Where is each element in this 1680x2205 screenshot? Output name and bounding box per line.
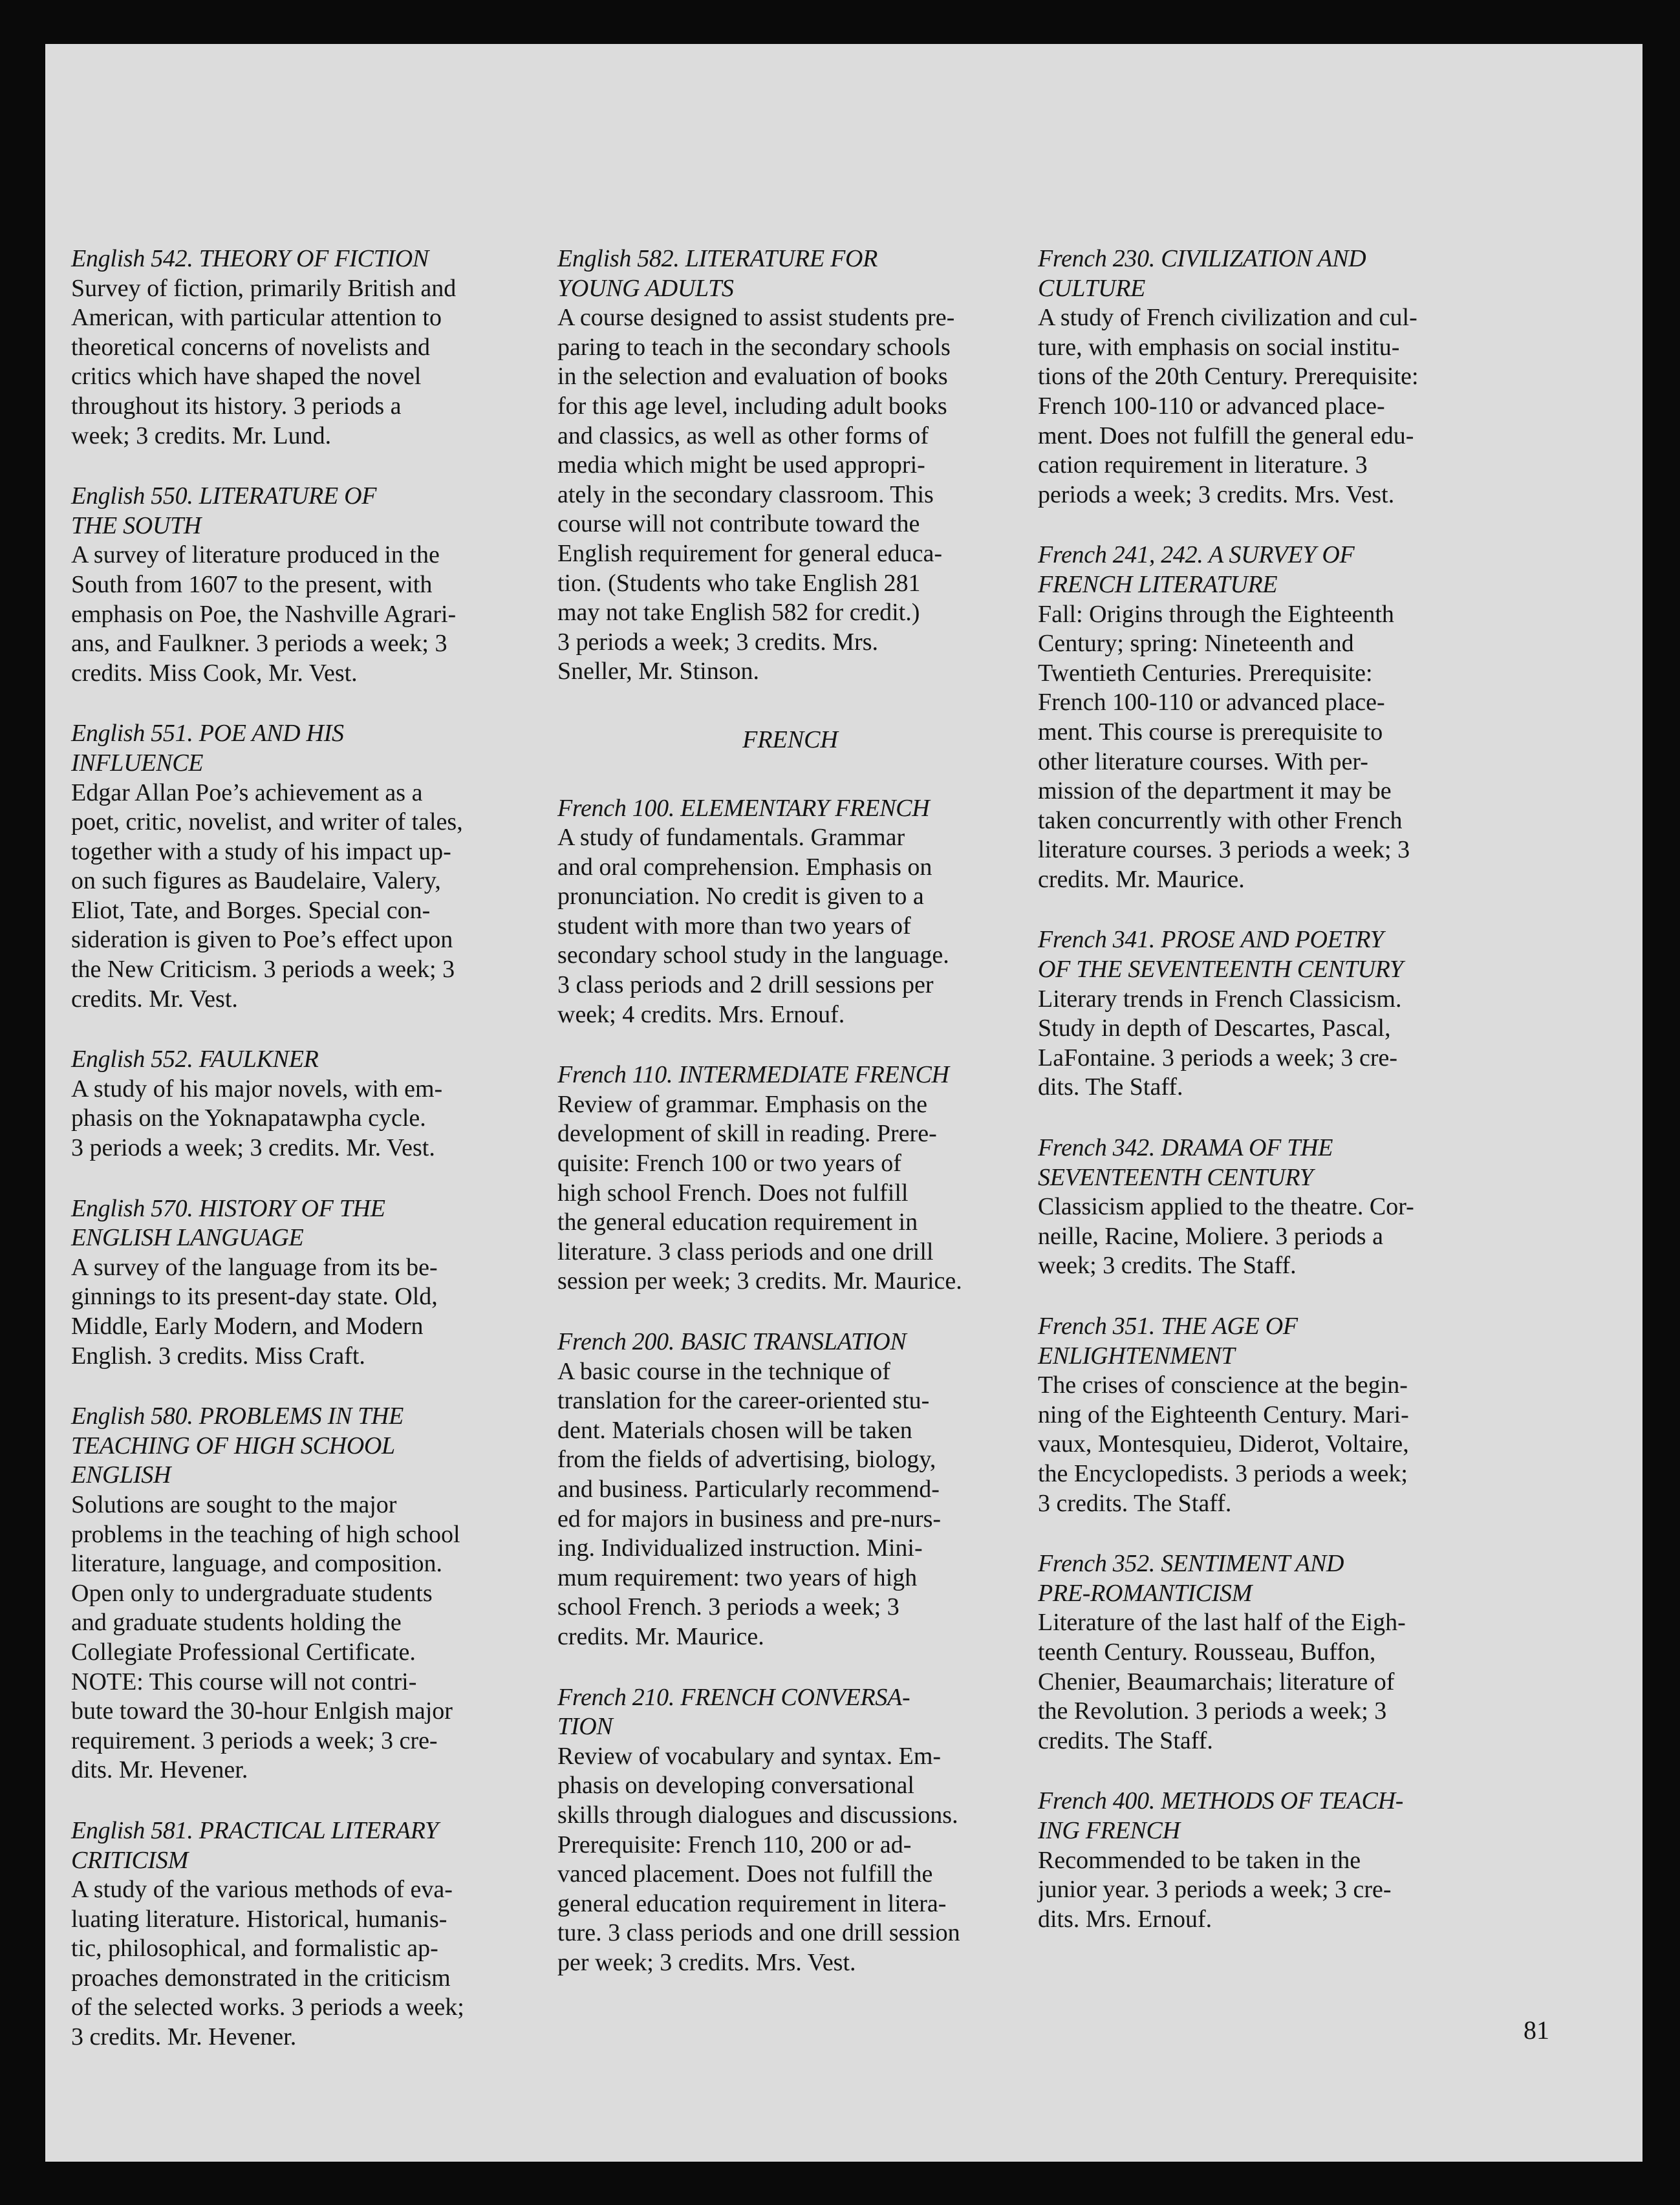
course-title: French 352. SENTIMENT AND PRE-ROMANTICISM (1038, 1550, 1344, 1607)
section-heading-french: FRENCH (742, 726, 838, 753)
course-title: English 550. LITERATURE OF THE SOUTH (71, 482, 377, 539)
course-description: A course designed to assist students pre- paring to teach in the secondary schools in the selection and evaluation of books for this age level, including adult books and classics, as well as other forms of media which might be used appropri- ately in the secondary classroom. This course will not contribute toward the English requirement for general educa- tion. (Students who take English 281 may not take English 582 for credit.) 3 periods a week; 3 credits. Mrs. Sneller, Mr. Stinson. (557, 304, 955, 685)
course-french-110 (557, 1060, 1023, 1296)
course-description: A study of fundamentals. Grammar and oral comprehension. Emphasis on pronunciation. No credit is given to a student with more than two years of secondary school study in the language. 3 class periods and 2 drill sessions per week; 4 credits. Mrs. Ernouf. (557, 824, 949, 1028)
course-description: A study of the various methods of eva- luating literature. Historical, humanis- tic, philosophical, and formalistic ap- proaches demonstrated in the criticism of the selected works. 3 periods a week; 3 credits. Mr. Hevener. (71, 1876, 464, 2051)
course-description: Review of vocabulary and syntax. Em- phasis on developing conversational skills through dialogues and discussions. Prerequisite: French 110, 200 or ad- vanced placement. Does not fulfill the general education requirement in litera- ture. 3 class periods and one drill session per week; 3 credits. Mrs. Vest. (557, 1742, 960, 1976)
course-description: Literature of the last half of the Eigh- teenth Century. Rousseau, Buffon, Chenier, Beaumarchais; literature of the Revolution. 3 periods a week; 3 credits. The Staff. (1038, 1609, 1406, 1754)
course-title: French 110. INTERMEDIATE FRENCH (557, 1061, 949, 1089)
course-description: Fall: Origins through the Eighteenth Century; spring: Nineteenth and Twentieth Centuries. Prerequisite: French 100-110 or advanced place- ment. This course is prerequisite to other literature courses. With per- mission of the department it may be taken concurrently with other French literature courses. 3 periods a week; 3 credits. Mr. Maurice. (1038, 600, 1410, 893)
course-english-550 (71, 482, 537, 688)
column-left (71, 244, 537, 2083)
course-english-552 (71, 1045, 537, 1163)
course-title: French 241, 242. A SURVEY OF FRENCH LITERATURE (1038, 541, 1355, 598)
course-description: A survey of literature produced in the South from 1607 to the present, with emphasis on Poe, the Nashville Agrari- ans, and Faulkner. 3 periods a week; 3 credits. Miss Cook, Mr. Vest. (71, 541, 457, 687)
course-description: Literary trends in French Classicism. Study in depth of Descartes, Pascal, LaFontaine. 3 periods a week; 3 cre- dits. The Staff. (1038, 985, 1402, 1101)
course-english-570 (71, 1194, 537, 1371)
course-title: French 351. THE AGE OF ENLIGHTENMENT (1038, 1313, 1298, 1370)
course-french-200 (557, 1328, 1023, 1652)
course-description: A basic course in the technique of translation for the career-oriented stu- dent. Materials chosen will be taken from the fields of advertising, biology, and business. Particularly recommend- ed for majors in business and pre-nurs- ing. Individualized instruction. Mini- mum requirement: two years of high school French. 3 periods a week; 3 credits. Mr. Maurice. (557, 1357, 942, 1650)
course-description: Review of grammar. Emphasis on the development of skill in reading. Prere- quisite: French 100 or two years of high school French. Does not fulfill the general education requirement in literature. 3 class periods and one drill session per week; 3 credits. Mr. Maurice. (557, 1090, 962, 1295)
course-description: The crises of conscience at the begin- ning of the Eighteenth Century. Mari- vaux, Montesquieu, Diderot, Voltaire, the Encyclopedists. 3 periods a week; 3 credits. The Staff. (1038, 1371, 1409, 1517)
course-english-542 (71, 244, 537, 451)
column-middle (557, 244, 1023, 2008)
course-title: French 342. DRAMA OF THE SEVENTEENTH CENTURY (1038, 1134, 1333, 1191)
course-french-210 (557, 1683, 1023, 1978)
course-description: A study of French civilization and cul- ture, with emphasis on social institu- tions of the 20th Century. Prerequisite: French 100-110 or advanced place- ment. Does not fulfill the general edu- cation requirement in literature. 3 periods a week; 3 credits. Mrs. Vest. (1038, 304, 1419, 508)
course-title: English 580. PROBLEMS IN THE TEACHING OF HIGH SCHOOL ENGLISH (71, 1403, 404, 1489)
course-french-241-242 (1038, 541, 1503, 894)
course-description: Edgar Allan Poe’s achievement as a poet, critic, novelist, and writer of tales, together with a study of his impact up- on such figures as Baudelaire, Valery, Eliot, Tate, and Borges. Special con- sideration is given to Poe’s effect upon the New Criticism. 3 periods a week; 3 credits. Mr. Vest. (71, 779, 463, 1013)
page-number: 81 (1524, 2016, 1549, 2045)
course-french-230 (1038, 244, 1503, 510)
course-french-100 (557, 794, 1023, 1030)
course-title: French 210. FRENCH CONVERSA- TION (557, 1683, 910, 1741)
catalog-page (45, 44, 1642, 2162)
course-title: English 570. HISTORY OF THE ENGLISH LANGUAGE (71, 1194, 385, 1252)
course-english-580 (71, 1402, 537, 1785)
course-title: French 400. METHODS OF TEACH- ING FRENCH (1038, 1787, 1404, 1844)
course-english-581 (71, 1816, 537, 2052)
course-description: Solutions are sought to the major problems in the teaching of high school literature, language, and composition. Open only to undergraduate students and graduate students holding the Collegiate Professional Certificate. NOTE: This course will not contri- bute toward the 30-hour Enlgish major requirement. 3 periods a week; 3 cre- dits. Mr. Hevener. (71, 1490, 460, 1784)
course-description: Survey of fiction, primarily British and American, with particular attention to theoretical concerns of novelists and critics which have shaped the novel throughout its history. 3 periods a week; 3 credits. Mr. Lund. (71, 274, 457, 449)
course-french-342 (1038, 1134, 1503, 1281)
course-title: French 100. ELEMENTARY FRENCH (557, 794, 930, 822)
course-description: A survey of the language from its be- ginnings to its present-day state. Old, Middle, Early Modern, and Modern English. 3 credits. Miss Craft. (71, 1253, 438, 1370)
course-description: Recommended to be taken in the junior year. 3 periods a week; 3 cre- dits. Mrs. Ernouf. (1038, 1846, 1392, 1933)
course-english-551 (71, 719, 537, 1014)
course-title: English 551. POE AND HIS INFLUENCE (71, 720, 344, 777)
course-description: A study of his major novels, with em- phasis on the Yoknapatawpha cycle. 3 periods a week; 3 credits. Mr. Vest. (71, 1075, 443, 1162)
course-description: Classicism applied to the theatre. Cor- neille, Racine, Moliere. 3 periods a week; 3 credits. The Staff. (1038, 1193, 1414, 1280)
course-french-400 (1038, 1787, 1503, 1934)
course-french-341 (1038, 925, 1503, 1102)
course-english-582 (557, 244, 1023, 687)
course-title: English 552. FAULKNER (71, 1046, 319, 1073)
course-title: French 230. CIVILIZATION AND CULTURE (1038, 245, 1366, 302)
course-title: French 341. PROSE AND POETRY OF THE SEVENTEENTH CENTURY (1038, 926, 1403, 984)
course-french-352 (1038, 1549, 1503, 1756)
course-title: English 582. LITERATURE FOR YOUNG ADULTS (557, 245, 878, 302)
course-title: English 542. THEORY OF FICTION (71, 245, 429, 272)
course-title: French 200. BASIC TRANSLATION (557, 1328, 907, 1355)
course-french-351 (1038, 1312, 1503, 1518)
course-title: English 581. PRACTICAL LITERARY CRITICISM (71, 1816, 438, 1874)
column-right (1038, 244, 1503, 1965)
